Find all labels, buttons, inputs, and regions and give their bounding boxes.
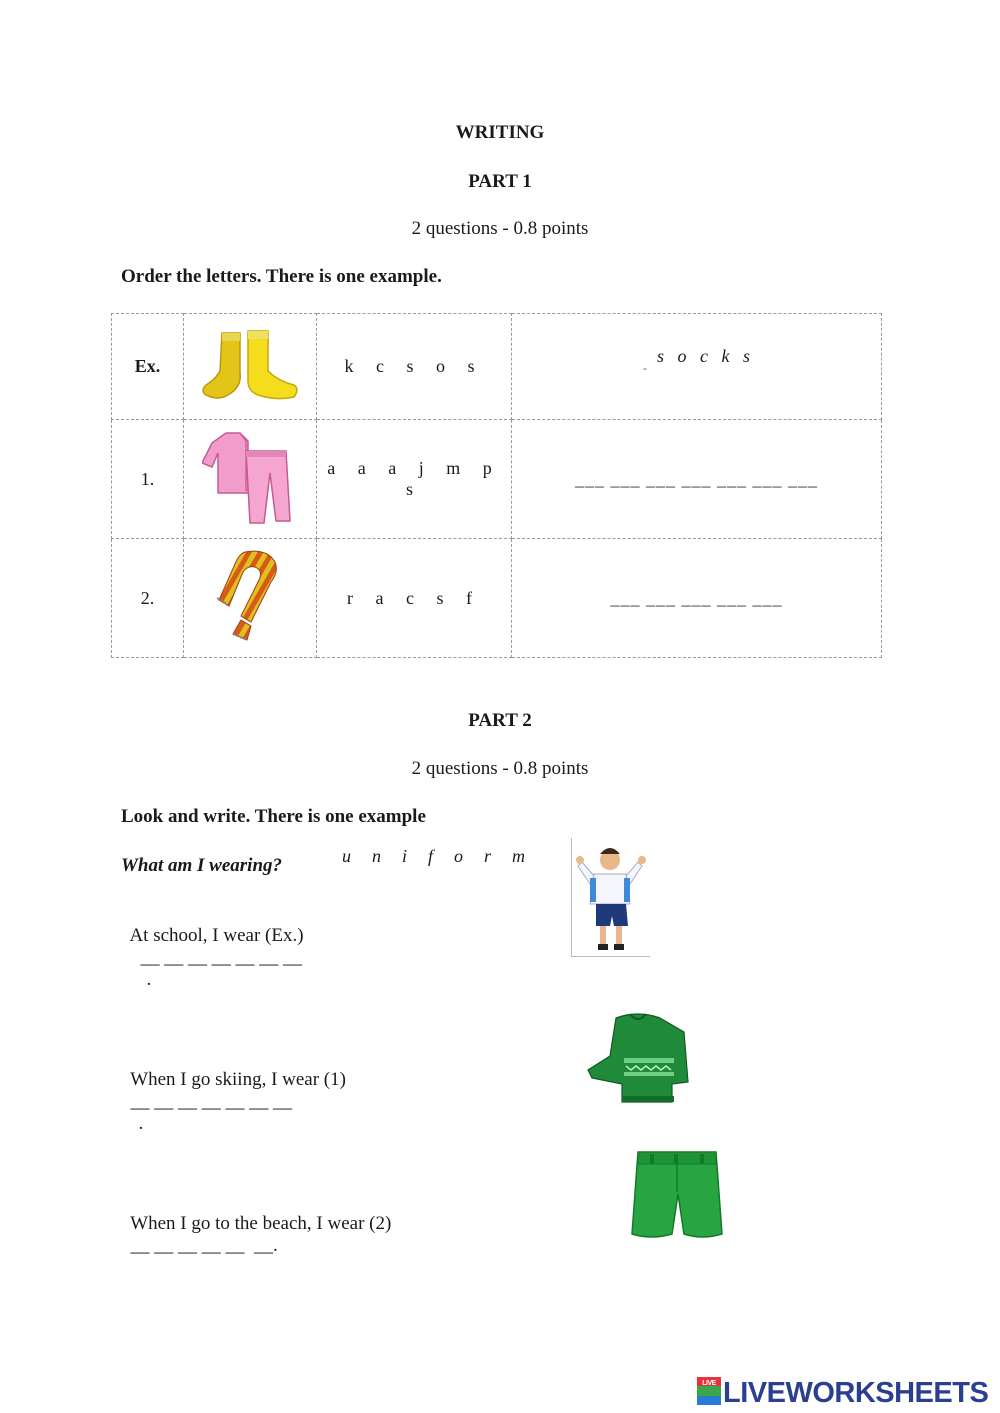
sentence-text: At school, I wear (Ex.) [129,925,304,946]
table-row: Ex. k c s o s $_-$s o c k s [112,314,882,420]
scrambled-letters: a a a j m p s [317,420,512,539]
boy-uniform-icon [572,838,650,956]
part1-instruction: Order the letters. There is one example. [121,266,442,287]
sentence-end: . [146,969,152,990]
row-label: Ex. [112,314,184,420]
row-label: 2. [112,539,184,658]
logo-badge-text: LIVE [702,1380,716,1387]
part1-title: PART 1 [468,171,532,192]
page-heading: WRITING [455,122,545,143]
sentence-blanks: __ __ __ __ __ __ __ [140,947,302,968]
scrambled-letters: k c s o s [317,314,512,420]
example-answer: s o c k s [657,345,750,366]
sentence-blanks[interactable]: __ __ __ __ __ __ __ [130,1091,292,1112]
liveworksheets-logo [697,1377,988,1409]
scrambled-letters: r a c s f [317,539,512,658]
logo-badge-icon [697,1377,721,1405]
row-label: 1. [112,420,184,539]
answer-blanks[interactable]: ___ ___ ___ ___ ___ [610,587,783,608]
part2-example-answer: u n i f o r m [342,846,530,866]
part2-instruction: Look and write. There is one example [121,806,426,827]
part1-subtitle: 2 questions - 0.8 points [411,218,589,239]
sentence-example [121,903,304,991]
sentence-blanks[interactable]: __ __ __ __ __ __ [130,1235,273,1256]
green-sweater-icon [586,1010,690,1106]
part1-table [111,313,882,658]
yellow-boots-icon [200,329,300,405]
boy-uniform-image [571,838,650,957]
pink-pajamas-icon [202,429,298,529]
sentence-text: When I go to the beach, I wear (2) [130,1213,392,1234]
sentence-2 [121,1191,391,1257]
sentence-end: . [273,1235,278,1256]
sentence-1 [121,1047,346,1135]
part2-subtitle: 2 questions - 0.8 points [411,758,589,779]
logo-text: LIVEWORKSHEETS [723,1377,989,1409]
part2-title: PART 2 [468,710,532,731]
striped-scarf-icon [215,546,285,650]
sentence-end: . [138,1113,144,1134]
sentence-text: When I go skiing, I wear (1) [130,1069,346,1090]
table-row [112,420,882,539]
table-row [112,539,882,658]
green-shorts-icon [630,1148,724,1242]
part2-question: What am I wearing? [121,855,283,876]
answer-blanks[interactable]: ___ ___ ___ ___ ___ ___ ___ [575,468,818,489]
